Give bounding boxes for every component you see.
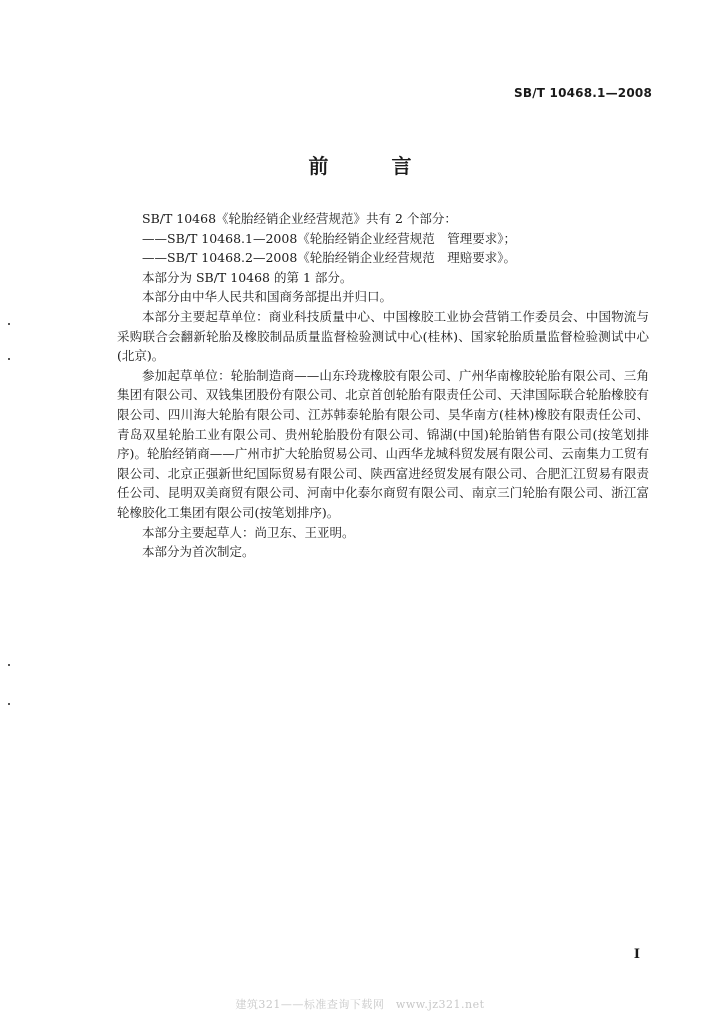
paragraph-main-authors: 本部分主要起草人：尚卫东、王亚明。 xyxy=(142,524,355,540)
paragraph-part-number: 本部分为 SB/T 10468 的第 1 部分。 xyxy=(142,269,353,285)
foreword-body xyxy=(117,209,649,562)
page-title: 前 言 xyxy=(308,154,440,178)
margin-mark xyxy=(8,664,10,666)
paragraph-main-drafters: 本部分主要起草单位：商业科技质量中心、中国橡胶工业协会营销工作委员会、中国物流与采购联合会翻新轮胎及橡胶制品质量监督检验测试中心(桂林)、国家轮胎质量监督检验测试中心(北京)。 xyxy=(117,308,649,364)
list-item-part2: ——SB/T 10468.2—2008《轮胎经销企业经营规范 理赔要求》。 xyxy=(142,250,517,266)
margin-mark xyxy=(8,358,10,360)
site-watermark: 建筑321——标准查询下载网 www.jz321.net xyxy=(235,998,485,1011)
standard-code: SB/T 10468.1—2008 xyxy=(514,86,652,100)
paragraph-first-edition: 本部分为首次制定。 xyxy=(142,544,255,560)
paragraph-intro: SB/T 10468《轮胎经销企业经营规范》共有 2 个部分： xyxy=(142,211,457,226)
paragraph-participating-drafters: 参加起草单位：轮胎制造商——山东玲珑橡胶有限公司、广州华南橡胶轮胎有限公司、三角集团有限公司、双钱集团股份有限公司、北京首创轮胎有限责任公司、天津国际联合轮胎橡胶有限公司、四川海大轮胎有限公司、江苏韩泰轮胎有限公司、昊华南方(桂林)橡胶有限责任公司、青岛双星轮胎工业有限公司、贵州轮胎股份有限公司、锦湖(中国)轮胎销售有限公司(按笔划排序)。轮胎经销商——广州市扩大轮胎贸易公司、山西华龙城科贸发展有限公司、云南集力工贸有限公司、北京正强新世纪国际贸易有限公司、陕西富进经贸发展有限公司、合肥汇江贸易有限责任公司、昆明双美商贸有限公司、河南中化泰尔商贸有限公司、南京三门轮胎有限公司、浙江富轮橡胶化工集团有限公司(按笔划排序)。 xyxy=(117,367,649,520)
margin-mark xyxy=(8,323,10,325)
list-item-part1: ——SB/T 10468.1—2008《轮胎经销企业经营规范 管理要求》； xyxy=(142,230,517,246)
margin-mark xyxy=(8,703,10,705)
paragraph-proposer: 本部分由中华人民共和国商务部提出并归口。 xyxy=(142,289,393,305)
page-number: I xyxy=(633,947,640,962)
